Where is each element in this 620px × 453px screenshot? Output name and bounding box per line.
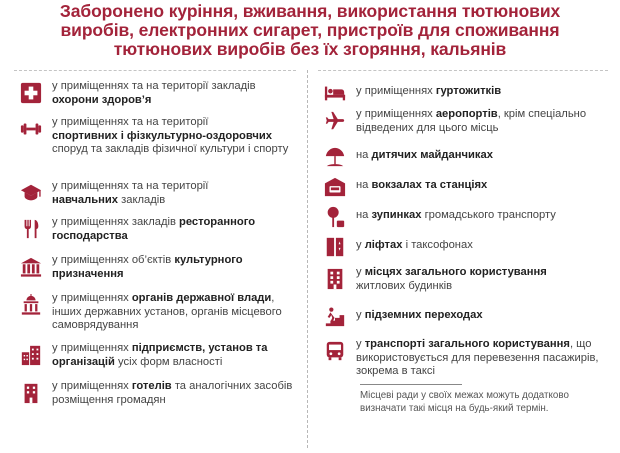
footnote: Місцеві ради у своїх межах можуть додатково визначати такі місця на будь-який термін.	[360, 390, 569, 414]
airplane-icon	[322, 108, 348, 134]
rule-item-stops: на зупинках громадського транспорту	[322, 204, 612, 230]
rule-item-restaurants: у приміщеннях закладів ресторанного господарства	[18, 216, 300, 243]
rule-item-hotels: у приміщеннях готелів та аналогічних засобів розміщення громадян	[18, 380, 300, 407]
bus-stop-icon	[322, 204, 348, 230]
medical-cross-icon	[18, 80, 44, 106]
fork-knife-icon	[18, 216, 44, 242]
page-title	[0, 2, 620, 59]
rule-item-airports: у приміщеннях аеропортів, крім спеціально відведених для цього місць	[322, 108, 612, 135]
title-line-2: виробів, електронних сигарет, пристроїв для споживання	[60, 20, 560, 40]
elevator-icon	[322, 234, 348, 260]
rule-item-public-transport: у транспорті загального користування, що використовується для перевезення пасажирів, зокрема в таксі	[322, 338, 612, 379]
rule-item-common-areas: у місцях загального користування житлових будинків	[322, 266, 612, 293]
title-line-3: тютюнових виробів без їх згоряння, кальянів	[113, 39, 507, 59]
note-divider	[360, 384, 462, 385]
title-line-1: Заборонено куріння, вживання, використання тютюнових	[59, 1, 561, 21]
underground-stairs-icon	[322, 304, 348, 330]
rule-item-sports: у приміщеннях та на території спортивних і фізкультурно-оздоровчих споруд та закладів фізичної культури і спорту	[18, 116, 300, 157]
rule-item-culture: у приміщеннях об’єктів культурного призначення	[18, 254, 300, 281]
government-building-icon	[18, 292, 44, 318]
rule-item-health: у приміщеннях та на території закладів охорони здоров’я	[18, 80, 300, 107]
bus-station-icon	[322, 174, 348, 200]
rule-item-dormitories: у приміщеннях гуртожитків	[322, 80, 612, 106]
rule-item-stations: на вокзалах та станціях	[322, 174, 612, 200]
dumbbell-icon	[18, 116, 44, 142]
rule-item-playgrounds: на дитячих майданчиках	[322, 144, 612, 170]
bed-icon	[322, 80, 348, 106]
left-column-rule	[14, 70, 296, 71]
right-column-rule	[318, 70, 608, 71]
rule-item-education: у приміщеннях та на території навчальних закладів	[18, 180, 300, 207]
office-buildings-icon	[18, 342, 44, 368]
graduation-cap-icon	[18, 180, 44, 206]
column-divider	[307, 70, 308, 448]
bus-icon	[322, 338, 348, 364]
apartment-building-icon	[322, 266, 348, 292]
rule-item-underpasses: у підземних переходах	[322, 304, 612, 330]
playground-umbrella-icon	[322, 144, 348, 170]
rule-item-enterprises: у приміщеннях підприємств, установ та організацій усіх форм власності	[18, 342, 300, 369]
museum-icon	[18, 254, 44, 280]
hotel-icon	[18, 380, 44, 406]
rule-item-elevators: у ліфтах і таксофонах	[322, 234, 612, 260]
rule-item-government: у приміщеннях органів державної влади, інших державних установ, органів місцевого самоврядування	[18, 292, 300, 333]
